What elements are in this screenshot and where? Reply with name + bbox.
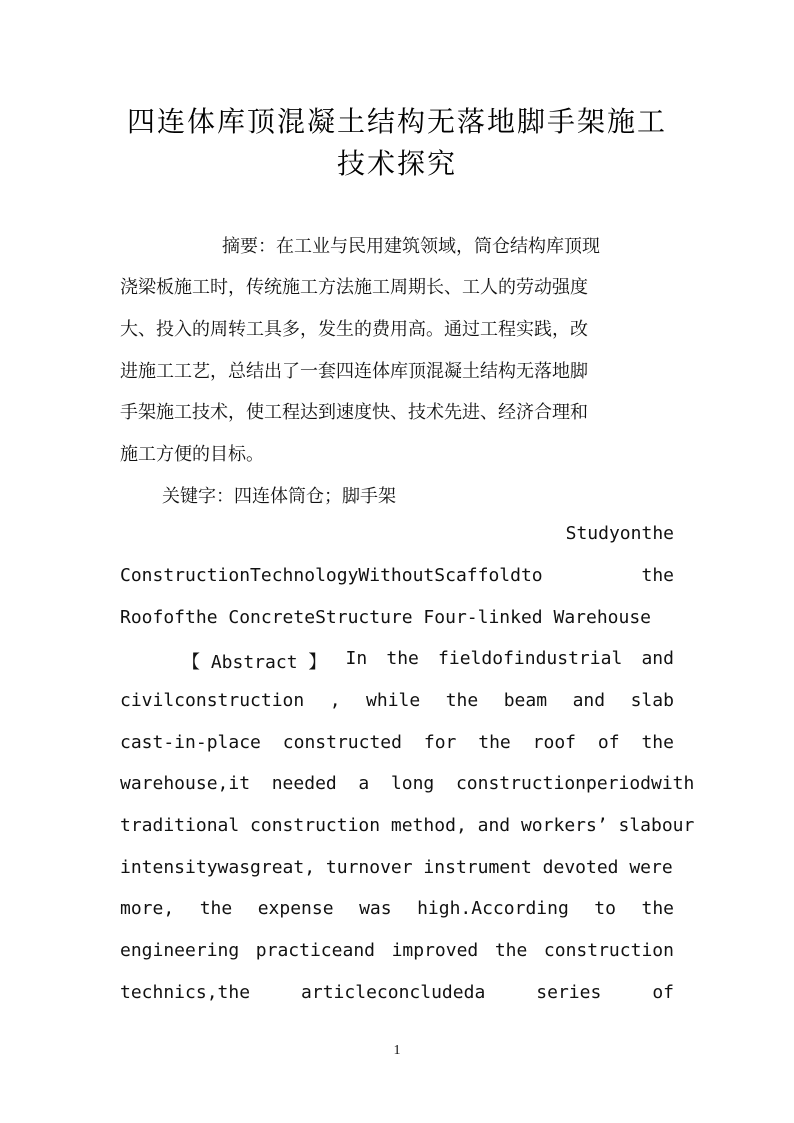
abstract-en-word: roof xyxy=(532,732,576,753)
abstract-en-word: more, xyxy=(120,898,175,919)
abstract-en-word: constructed xyxy=(282,732,402,753)
abstract-en-word: the xyxy=(641,898,674,919)
english-title-line-1: Studyonthe xyxy=(565,523,674,544)
abstract-en-line xyxy=(120,898,674,919)
abstract-cn-line: 大、投入的周转工具多，发生的费用高。通过工程实践，改 xyxy=(120,319,588,340)
abstract-en-word: of xyxy=(597,732,620,753)
english-title-line-3: Roofofthe ConcreteStructure Four-linked Warehouse xyxy=(120,607,652,628)
abstract-en-word: technics,the xyxy=(120,982,251,1003)
abstract-en-line: traditional construction method, and workers’ slabour xyxy=(120,815,695,836)
abstract-en-word: and xyxy=(641,648,674,669)
abstract-cn-line: 摘要：在工业与民用建筑领域，筒仓结构库顶现 xyxy=(222,236,600,257)
abstract-en-word: cast-in-place xyxy=(120,732,261,753)
abstract-en-line xyxy=(120,982,674,1003)
abstract-en-word: , xyxy=(329,690,341,711)
abstract-en-word: the xyxy=(641,732,674,753)
abstract-en-word: practiceand xyxy=(255,940,375,961)
keywords: 关键字：四连体筒仓；脚手架 xyxy=(162,486,396,507)
abstract-en-word: while xyxy=(366,690,421,711)
abstract-en-word: expense xyxy=(257,898,334,919)
abstract-en-word: fieldofindustrial xyxy=(438,648,623,669)
abstract-en-word: the xyxy=(199,898,233,919)
english-title-line-2 xyxy=(120,565,674,586)
abstract-en-word: and xyxy=(572,690,606,711)
abstract-cn-line: 浇梁板施工时，传统施工方法施工周期长、工人的劳动强度 xyxy=(120,277,588,298)
abstract-en-word: articleconcludeda xyxy=(301,982,486,1003)
abstract-en-word: series xyxy=(536,982,602,1003)
abstract-en-line: intensitywasgreat, turnover instrument devoted were xyxy=(120,857,673,878)
abstract-cn-line: 手架施工技术，使工程达到速度快、技术先进、经济合理和 xyxy=(120,402,588,423)
abstract-cn-line: 施工方便的目标。 xyxy=(120,444,264,465)
abstract-en-word: the xyxy=(494,940,528,961)
abstract-en-line xyxy=(182,648,674,674)
abstract-en-word: of xyxy=(652,982,674,1003)
abstract-en-word: the xyxy=(386,648,419,669)
abstract-en-word: the xyxy=(478,732,511,753)
abstract-cn-line: 进施工工艺，总结出了一套四连体库顶混凝土结构无落地脚 xyxy=(120,361,588,382)
document-title-line-2: 技术探究 xyxy=(336,147,457,180)
english-title-line-2-part: the xyxy=(641,565,674,586)
abstract-en-line xyxy=(120,940,674,961)
abstract-en-word: improved xyxy=(391,940,479,961)
abstract-en-word: engineering xyxy=(120,940,240,961)
page-number: 1 xyxy=(393,1043,401,1058)
abstract-en-word: the xyxy=(445,690,479,711)
abstract-en-word: for xyxy=(423,732,457,753)
document-title-line-1: 四连体库顶混凝土结构无落地脚手架施工 xyxy=(126,105,667,138)
abstract-en-word: high.According xyxy=(417,898,569,919)
abstract-en-word: beam xyxy=(503,690,548,711)
abstract-en-line: warehouse,it needed a long constructionperiodwith xyxy=(120,773,695,794)
abstract-en-word: to xyxy=(594,898,616,919)
abstract-en-line xyxy=(120,690,674,711)
abstract-en-line xyxy=(120,732,674,753)
english-title-line-2-part: ConstructionTechnologyWithoutScaffoldto xyxy=(120,565,543,586)
abstract-en-word: In xyxy=(345,648,368,669)
abstract-en-word: civilconstruction xyxy=(120,690,305,711)
abstract-en-word: construction xyxy=(543,940,674,961)
abstract-en-word: was xyxy=(359,898,392,919)
abstract-en-word: slab xyxy=(630,690,674,711)
abstract-en-word: 【 Abstract 】 xyxy=(182,652,327,673)
